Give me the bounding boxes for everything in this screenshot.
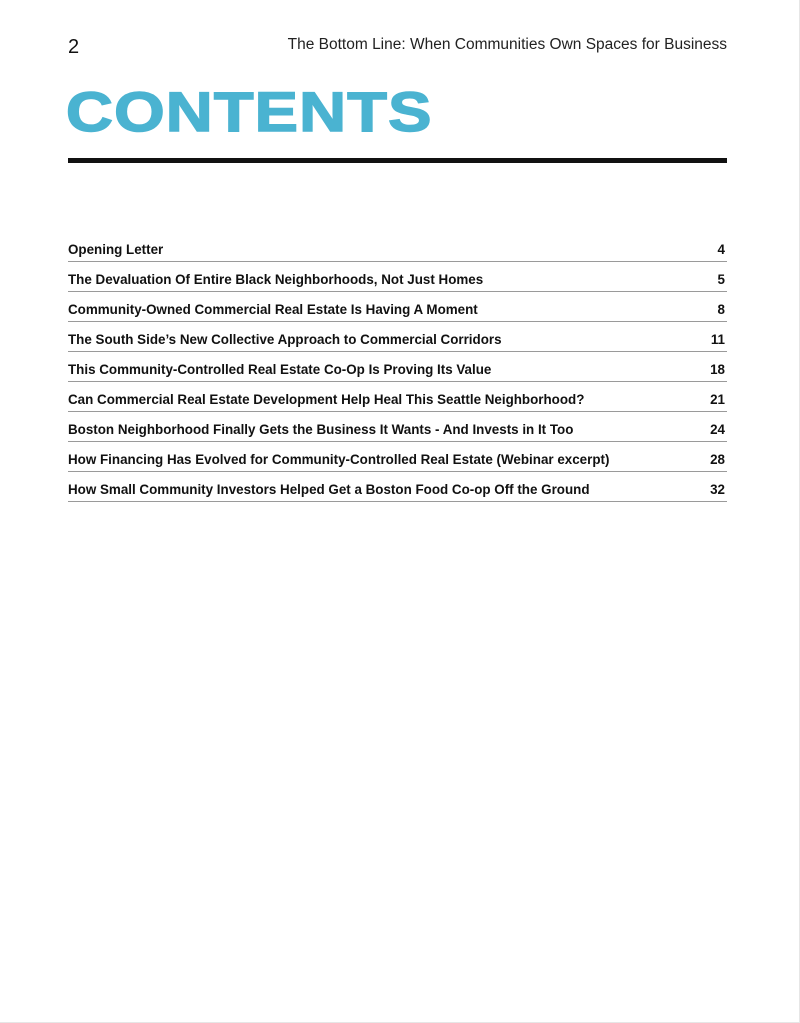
- toc-entry-page: 28: [710, 452, 725, 467]
- toc-entry-title: The Devaluation Of Entire Black Neighborhoods, Not Just Homes: [68, 272, 484, 287]
- toc-entry[interactable]: [68, 442, 727, 472]
- heading-rule: [68, 158, 727, 163]
- toc-entry-page: 18: [710, 362, 725, 377]
- toc-entry[interactable]: [68, 262, 727, 292]
- toc-entry[interactable]: [68, 412, 727, 442]
- page-number: 2: [68, 36, 80, 58]
- toc-entry-title: Community-Owned Commercial Real Estate Is Having A Moment: [68, 302, 478, 317]
- toc-entry[interactable]: [68, 232, 727, 262]
- toc-entry[interactable]: [68, 352, 727, 382]
- toc-entry-page: 4: [717, 242, 725, 257]
- contents-heading: CONTENTS: [66, 80, 433, 143]
- toc-entry[interactable]: [68, 322, 727, 352]
- toc-entry-title: Opening Letter: [68, 242, 164, 257]
- toc-entry[interactable]: [68, 292, 727, 322]
- toc-entry-page: 8: [717, 302, 725, 317]
- toc-entry-page: 32: [710, 482, 725, 497]
- toc-entry-page: 11: [710, 332, 725, 347]
- toc-entry-page: 21: [710, 392, 725, 407]
- toc-entry-title: Can Commercial Real Estate Development Help Heal This Seattle Neighborhood?: [68, 392, 585, 407]
- toc-entry-title: The South Side’s New Collective Approach to Commercial Corridors: [68, 332, 502, 347]
- toc-entry-page: 24: [710, 422, 725, 437]
- table-of-contents: [68, 232, 727, 502]
- running-header-title: The Bottom Line: When Communities Own Spaces for Business: [287, 36, 727, 53]
- toc-entry-title: How Financing Has Evolved for Community-Controlled Real Estate (Webinar excerpt): [68, 452, 610, 467]
- toc-entry[interactable]: [68, 472, 727, 502]
- toc-entry-title: How Small Community Investors Helped Get a Boston Food Co-op Off the Ground: [68, 482, 590, 497]
- toc-entry-title: Boston Neighborhood Finally Gets the Business It Wants - And Invests in It Too: [68, 422, 574, 437]
- toc-entry-title: This Community-Controlled Real Estate Co-Op Is Proving Its Value: [68, 362, 492, 377]
- toc-entry-page: 5: [717, 272, 725, 287]
- toc-entry[interactable]: [68, 382, 727, 412]
